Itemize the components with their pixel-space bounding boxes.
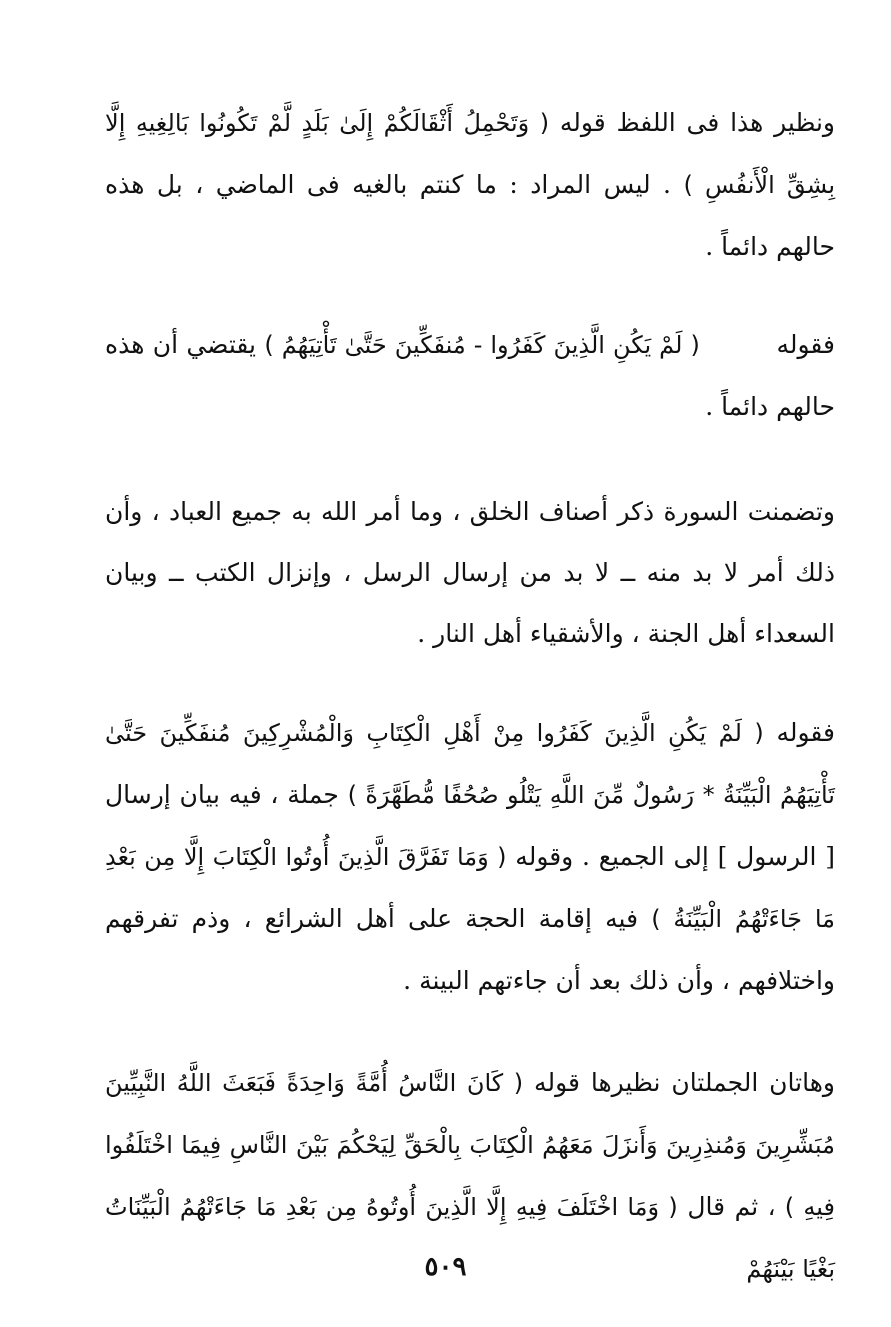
paragraph-1-verse: ( وَتَحْمِلُ أَثْقَالَكُمْ إِلَىٰ بَلَدٍ لَّمْ تَكُونُوا بَالِغِيهِ إِلَّا بِشِقِّ الْأَنفُسِ ) (105, 109, 836, 199)
paragraph-5-text-a: ثم قال (687, 1192, 759, 1221)
paragraph-5-verse: ( كَانَ النَّاسُ أُمَّةً وَاحِدَةً فَبَعَثَ اللَّهُ النَّبِيِّينَ مُبَشِّرِينَ وَمُنذِرِينَ وَأَنزَلَ مَعَهُمُ الْكِتَابَ بِالْحَقِّ لِيَحْكُمَ بَيْنَ النَّاسِ فِيمَا اخْتَلَفُوا فِيهِ ) ، (105, 1069, 835, 1221)
paragraph-2-verse: ( لَمْ يَكُنِ الَّذِينَ كَفَرُوا - مُنفَكِّينَ حَتَّىٰ تَأْتِيَهُمُ ) (264, 331, 700, 359)
page-number: ٥٠٩ (424, 1252, 467, 1282)
paragraph-4-intro: فقوله (776, 718, 835, 747)
paragraph-3-text: وتضمنت السورة ذكر أصناف الخلق ، وما أمر الله به جميع العباد ، وأن ذلك أمر لا بد منه ــ لا بد من إرسال الرسل ، وإنزال الكتب ــ وبيان السعداء أهل الجنة ، والأشقياء أهل النار . (105, 497, 835, 648)
paragraph-4-verse-b: ( وَمَا تَفَرَّقَ الَّذِينَ أُوتُوا الْكِتَابَ إِلَّا مِن بَعْدِ مَا جَاءَتْهُمُ الْبَيِّنَةُ ) (105, 843, 836, 933)
paragraph-5-intro: وهاتان الجملتان نظيرها قوله (534, 1068, 835, 1097)
paragraph-2-intro: فقوله (776, 330, 836, 359)
paragraph-2 (105, 314, 835, 437)
paragraph-1-text: . ليس المراد : ما كنتم بالغيه فى الماضي ، بل هذه حالهم دائماً . (105, 170, 835, 261)
paragraph-1 (105, 92, 835, 277)
paragraph-4 (105, 702, 835, 1011)
paragraph-3 (105, 481, 835, 664)
paragraph-2-text: يقتضي أن هذه حالهم دائماً . (105, 330, 835, 421)
paragraph-4-text-b: فيه إقامة الحجة على أهل الشرائع ، وذم تفرقهم واختلافهم ، وأن ذلك بعد أن جاءتهم البينة . (105, 904, 835, 995)
page-text (105, 92, 835, 1300)
paragraph-1-intro: ونظير هذا فى اللفظ قوله (559, 108, 835, 137)
paragraph-4-text-a: جملة ، فيه بيان إرسال [ الرسول ] إلى الجميع . وقوله (105, 780, 836, 871)
paragraph-5-verse-b: ( وَمَا اخْتَلَفَ فِيهِ إِلَّا الَّذِينَ أُوتُوهُ مِن بَعْدِ مَا جَاءَتْهُمُ الْبَيِّنَاتُ بَغْيًا بَيْنَهُمْ (105, 1193, 835, 1283)
paragraph-4-verse: ( لَمْ يَكُنِ الَّذِينَ كَفَرُوا مِنْ أَهْلِ الْكِتَابِ وَالْمُشْرِكِينَ مُنفَكِّينَ حَتَّىٰ تَأْتِيَهُمُ الْبَيِّنَةُ * رَسُولٌ مِّنَ اللَّهِ يَتْلُو صُحُفًا مُّطَهَّرَةً ) (105, 719, 835, 809)
